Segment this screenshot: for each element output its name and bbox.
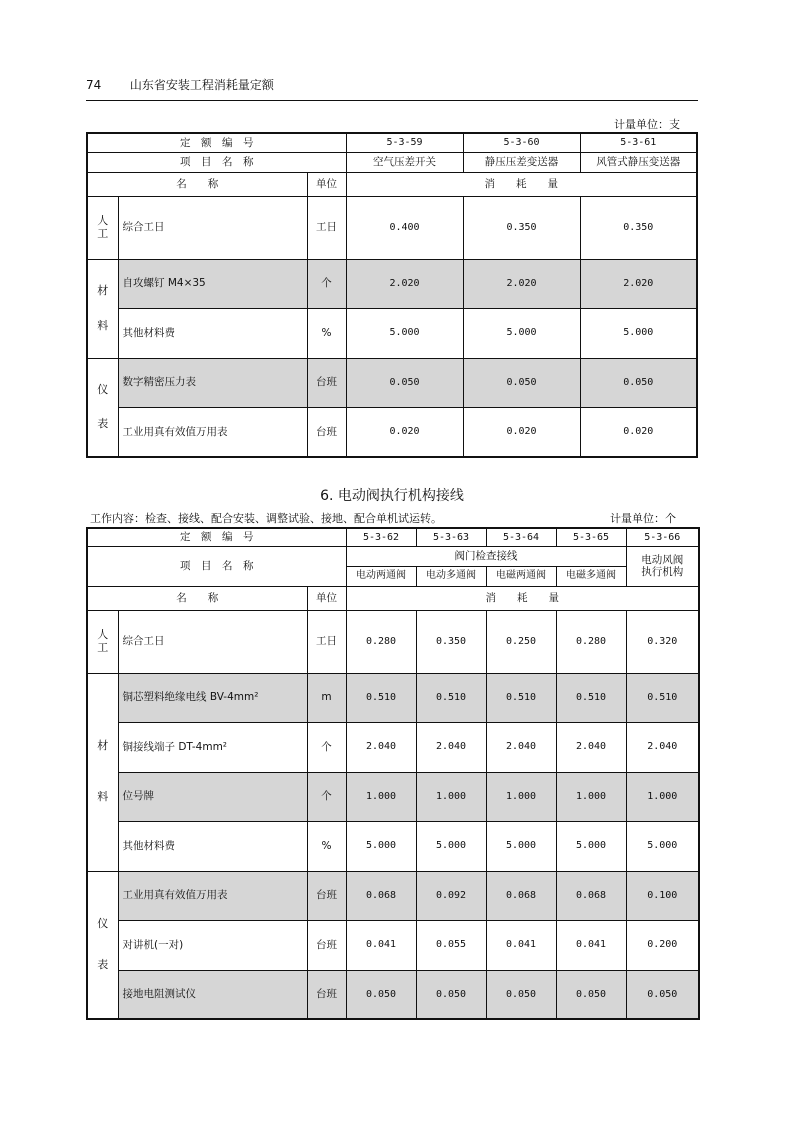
- value-cell: 2.020: [580, 259, 697, 308]
- quota-code: 5-3-62: [346, 528, 416, 546]
- resource-unit: 台班: [307, 358, 346, 407]
- value-cell: 0.200: [626, 920, 699, 970]
- value-cell: 0.050: [346, 970, 416, 1019]
- page-number: 74: [86, 78, 102, 92]
- value-cell: 0.041: [346, 920, 416, 970]
- consumption-header: 消 耗 量: [346, 172, 697, 196]
- value-cell: 0.068: [556, 871, 626, 920]
- value-cell: 0.280: [556, 610, 626, 673]
- resource-unit: m: [307, 673, 346, 722]
- category-material: 材 料: [87, 259, 118, 358]
- resource-unit: 台班: [307, 407, 346, 457]
- resource-name: 其他材料费: [118, 308, 307, 358]
- resource-name: 铜芯塑料绝缘电线 BV-4mm²: [118, 673, 307, 722]
- item-name: 风管式静压变送器: [580, 152, 697, 172]
- value-cell: 0.055: [416, 920, 486, 970]
- category-instrument: 仪 表: [87, 871, 118, 1019]
- quota-code: 5-3-64: [486, 528, 556, 546]
- value-cell: 0.400: [346, 196, 463, 259]
- resource-name: 其他材料费: [118, 821, 307, 871]
- category-labor: 人工: [87, 196, 118, 259]
- quota-table-2: [86, 527, 700, 1020]
- value-cell: 5.000: [463, 308, 580, 358]
- value-cell: 0.280: [346, 610, 416, 673]
- work-content: 工作内容：检查、接线、配合安装、调整试验、接地、配合单机试运转。: [90, 512, 442, 525]
- value-cell: 0.050: [556, 970, 626, 1019]
- resource-unit: 个: [307, 259, 346, 308]
- resource-name: 铜接线端子 DT-4mm²: [118, 722, 307, 772]
- value-cell: 1.000: [346, 772, 416, 821]
- quota-code: 5-3-61: [580, 133, 697, 152]
- name-header: 名 称: [87, 172, 307, 196]
- group-header: 阀门检查接线: [346, 546, 626, 566]
- value-cell: 1.000: [626, 772, 699, 821]
- item-name: 电动两通阀: [346, 566, 416, 586]
- unit-header: 单位: [307, 172, 346, 196]
- quota-no-label: 定 额 编 号: [87, 528, 346, 546]
- resource-unit: 台班: [307, 871, 346, 920]
- name-header: 名 称: [87, 586, 307, 610]
- value-cell: 0.510: [346, 673, 416, 722]
- value-cell: 0.510: [556, 673, 626, 722]
- value-cell: 0.250: [486, 610, 556, 673]
- value-cell: 2.020: [346, 259, 463, 308]
- resource-name: 对讲机(一对): [118, 920, 307, 970]
- quota-code: 5-3-59: [346, 133, 463, 152]
- table1-unit: 计量单位：支: [614, 118, 680, 131]
- value-cell: 2.020: [463, 259, 580, 308]
- resource-name: 接地电阻测试仪: [118, 970, 307, 1019]
- book-title: 山东省安装工程消耗量定额: [129, 78, 274, 92]
- item-name: 电磁多通阀: [556, 566, 626, 586]
- resource-name: 数字精密压力表: [118, 358, 307, 407]
- value-cell: 0.350: [580, 196, 697, 259]
- value-cell: 0.020: [346, 407, 463, 457]
- value-cell: 5.000: [486, 821, 556, 871]
- resource-unit: %: [307, 821, 346, 871]
- value-cell: 0.050: [486, 970, 556, 1019]
- value-cell: 0.100: [626, 871, 699, 920]
- value-cell: 5.000: [626, 821, 699, 871]
- quota-table-1: [86, 132, 698, 458]
- unit-header: 单位: [307, 586, 346, 610]
- quota-no-label: 定 额 编 号: [87, 133, 346, 152]
- value-cell: 0.510: [486, 673, 556, 722]
- value-cell: 2.040: [556, 722, 626, 772]
- resource-unit: 个: [307, 772, 346, 821]
- value-cell: 0.020: [463, 407, 580, 457]
- item-name: 电动风阀 执行机构: [626, 546, 699, 586]
- value-cell: 0.068: [346, 871, 416, 920]
- value-cell: 0.510: [626, 673, 699, 722]
- resource-name: 自攻螺钉 M4×35: [118, 259, 307, 308]
- value-cell: 1.000: [486, 772, 556, 821]
- value-cell: 0.020: [580, 407, 697, 457]
- resource-unit: 工日: [307, 610, 346, 673]
- quota-code: 5-3-60: [463, 133, 580, 152]
- value-cell: 0.510: [416, 673, 486, 722]
- item-name-label: 项 目 名 称: [87, 152, 346, 172]
- value-cell: 0.050: [346, 358, 463, 407]
- resource-unit: 台班: [307, 970, 346, 1019]
- value-cell: 1.000: [556, 772, 626, 821]
- quota-code: 5-3-63: [416, 528, 486, 546]
- resource-unit: 工日: [307, 196, 346, 259]
- section-title: 6. 电动阀执行机构接线: [320, 488, 464, 504]
- value-cell: 5.000: [580, 308, 697, 358]
- resource-name: 工业用真有效值万用表: [118, 871, 307, 920]
- item-name: 静压压差变送器: [463, 152, 580, 172]
- resource-unit: 台班: [307, 920, 346, 970]
- value-cell: 0.350: [463, 196, 580, 259]
- quota-code: 5-3-66: [626, 528, 699, 546]
- value-cell: 5.000: [556, 821, 626, 871]
- value-cell: 5.000: [346, 821, 416, 871]
- header-rule: [86, 100, 698, 101]
- value-cell: 2.040: [486, 722, 556, 772]
- value-cell: 2.040: [626, 722, 699, 772]
- consumption-header: 消 耗 量: [346, 586, 699, 610]
- table2-unit: 计量单位：个: [610, 512, 676, 525]
- value-cell: 5.000: [416, 821, 486, 871]
- quota-code: 5-3-65: [556, 528, 626, 546]
- item-name: 电磁两通阀: [486, 566, 556, 586]
- value-cell: 0.050: [463, 358, 580, 407]
- value-cell: 0.320: [626, 610, 699, 673]
- page-header: [86, 76, 698, 93]
- value-cell: 0.092: [416, 871, 486, 920]
- value-cell: 0.050: [580, 358, 697, 407]
- resource-name: 位号牌: [118, 772, 307, 821]
- category-labor: 人工: [87, 610, 118, 673]
- value-cell: 0.041: [486, 920, 556, 970]
- value-cell: 0.050: [416, 970, 486, 1019]
- item-name: 电动多通阀: [416, 566, 486, 586]
- category-material: 材 料: [87, 673, 118, 871]
- resource-unit: %: [307, 308, 346, 358]
- resource-unit: 个: [307, 722, 346, 772]
- value-cell: 2.040: [416, 722, 486, 772]
- resource-name: 工业用真有效值万用表: [118, 407, 307, 457]
- item-name: 空气压差开关: [346, 152, 463, 172]
- value-cell: 0.041: [556, 920, 626, 970]
- value-cell: 0.050: [626, 970, 699, 1019]
- category-instrument: 仪 表: [87, 358, 118, 457]
- value-cell: 0.350: [416, 610, 486, 673]
- resource-name: 综合工日: [118, 610, 307, 673]
- value-cell: 0.068: [486, 871, 556, 920]
- item-name-label: 项 目 名 称: [87, 546, 346, 586]
- value-cell: 5.000: [346, 308, 463, 358]
- value-cell: 2.040: [346, 722, 416, 772]
- value-cell: 1.000: [416, 772, 486, 821]
- resource-name: 综合工日: [118, 196, 307, 259]
